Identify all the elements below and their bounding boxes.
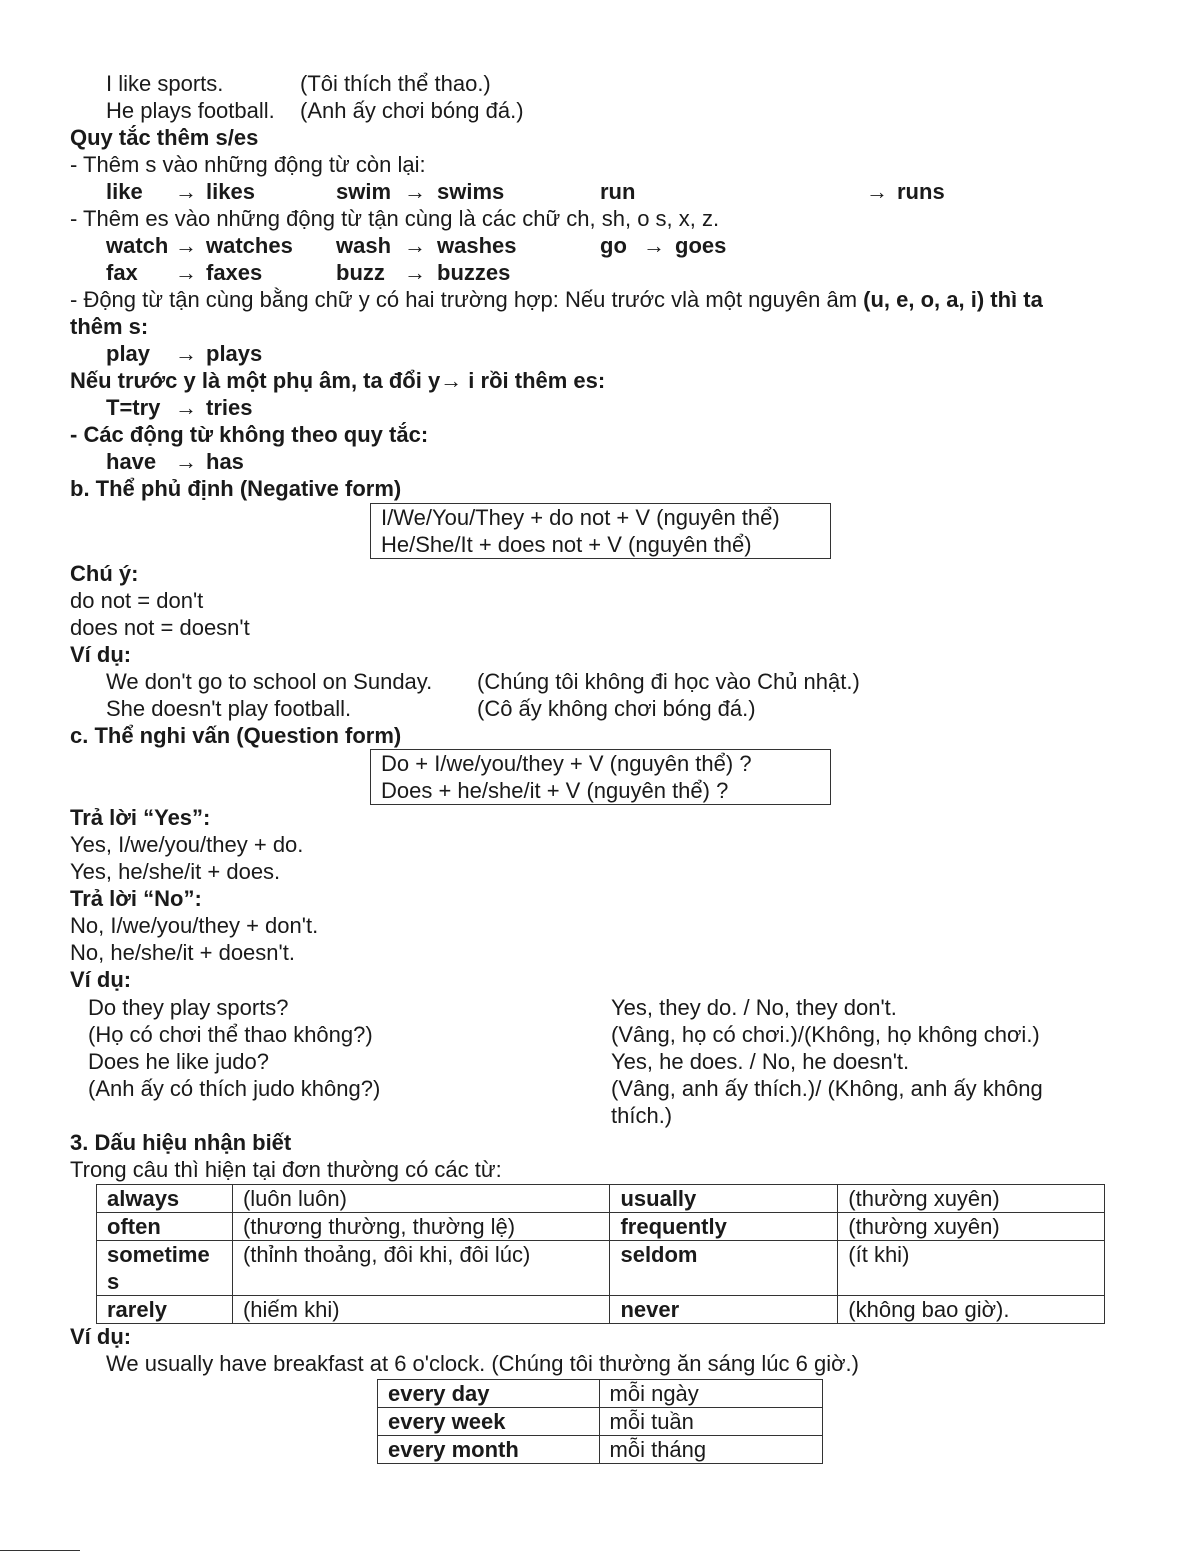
rule-text: - Thêm s vào những động từ còn lại: [70,152,426,177]
meaning-cell: (ít khi) [838,1241,1105,1296]
table-row [97,1296,1105,1324]
section-title: c. Thể nghi vấn (Question form) [70,723,402,748]
example-question: (Anh ấy có thích judo không?) [88,1076,381,1101]
arrow-icon: → [175,233,197,258]
verb-base: wash [336,233,392,258]
meaning-cell: mỗi ngày [599,1380,822,1408]
meaning-cell: (không bao giờ). [838,1296,1105,1324]
example-question: Do they play sports? [88,995,289,1020]
answer-line: No, I/we/you/they + don't. [70,913,319,938]
arrow-icon: → [175,395,197,420]
rule-text: - Các động từ không theo quy tắc: [70,422,429,447]
arrow-icon: → [175,449,197,474]
rules-title: Quy tắc thêm s/es [70,125,259,150]
section-title: b. Thể phủ định (Negative form) [70,476,402,501]
verb-form: washes [437,233,517,258]
rule-text-normal: - Động từ tận cùng bằng chữ y có hai trường hợp: Nếu trước vlà một nguyên âm [70,287,864,312]
arrow-icon: → [175,260,197,285]
answer-line: Yes, he/she/it + does. [70,859,281,884]
table-row [378,1436,823,1464]
meaning-cell: (luôn luôn) [232,1185,610,1213]
example-answer: (Vâng, anh ấy thích.)/ (Không, anh ấy không [611,1076,1043,1101]
example-vi: (Anh ấy chơi bóng đá.) [300,98,524,123]
rule-text: thêm s: [70,314,149,339]
verb-base: play [106,341,151,366]
rule-text [70,286,1043,313]
phrase-cell: every month [378,1436,600,1464]
example-vi: (Chúng tôi không đi học vào Chủ nhật.) [477,669,860,694]
verb-form: runs [897,179,945,204]
rule-text-bold: (u, e, o, a, i) thì ta [863,287,1043,312]
example-answer: Yes, they do. / No, they don't. [611,995,897,1020]
example-answer: (Vâng, họ có chơi.)/(Không, họ không chơi.) [611,1022,1040,1047]
meaning-cell: (thường xuyên) [838,1185,1105,1213]
verb-base: T=try [106,395,161,420]
example-sentence: We usually have breakfast at 6 o'clock. (Chúng tôi thường ăn sáng lúc 6 giờ.) [106,1351,859,1376]
answer-title: Trả lời “No”: [70,886,202,911]
verb-base: like [106,179,143,204]
verb-form: buzzes [437,260,511,285]
section-title: 3. Dấu hiệu nhận biết [70,1130,292,1155]
table-row [97,1185,1105,1213]
note-line: does not = doesn't [70,615,250,640]
adverb-cell: often [97,1213,233,1241]
formula-line: He/She/It + does not + V (nguyên thể) [381,532,752,557]
formula-box [370,503,831,559]
example-answer: thích.) [611,1103,673,1128]
footnote-divider [0,1550,80,1551]
example-answer: Yes, he does. / No, he doesn't. [611,1049,910,1074]
note-title: Chú ý: [70,561,139,586]
verb-base: run [600,179,636,204]
arrow-icon: → [866,179,888,204]
verb-base: buzz [336,260,385,285]
meaning-cell: mỗi tuần [599,1408,822,1436]
verb-base: go [600,233,627,258]
formula-line: I/We/You/They + do not + V (nguyên thể) [381,505,780,530]
table-row [97,1213,1105,1241]
verb-form: swims [437,179,505,204]
rule-text: - Thêm es vào những động từ tận cùng là các chữ ch, sh, o s, x, z. [70,206,720,231]
verb-form: tries [206,395,253,420]
verb-form: goes [675,233,727,258]
example-en: She doesn't play football. [106,696,352,721]
example-vi: (Cô ấy không chơi bóng đá.) [477,696,756,721]
table-row [378,1408,823,1436]
table-row [378,1380,823,1408]
table-row [97,1241,1105,1296]
meaning-cell: mỗi tháng [599,1436,822,1464]
example-en: He plays football. [106,98,275,123]
verb-base: fax [106,260,138,285]
arrow-icon: → [175,179,197,204]
example-title: Ví dụ: [70,967,132,992]
every-table [377,1379,823,1464]
example-vi: (Tôi thích thể thao.) [300,71,491,96]
meaning-cell: (thường xuyên) [838,1213,1105,1241]
phrase-cell: every day [378,1380,600,1408]
adverb-cell: always [97,1185,233,1213]
verb-form: watches [206,233,293,258]
example-question: Does he like judo? [88,1049,270,1074]
section-intro: Trong câu thì hiện tại đơn thường có các từ: [70,1157,502,1182]
adverb-cell: never [610,1296,838,1324]
example-title: Ví dụ: [70,1324,132,1349]
adverb-cell: usually [610,1185,838,1213]
adverb-cell: sometime s [97,1241,233,1296]
answer-line: Yes, I/we/you/they + do. [70,832,304,857]
adverb-cell: seldom [610,1241,838,1296]
verb-form: plays [206,341,263,366]
formula-line: Do + I/we/you/they + V (nguyên thể) ? [381,751,752,776]
arrow-icon: → [404,233,426,258]
arrow-icon: → [175,341,197,366]
answer-title: Trả lời “Yes”: [70,805,211,830]
meaning-cell: (hiếm khi) [232,1296,610,1324]
meaning-cell: (thương thường, thường lệ) [232,1213,610,1241]
adverb-cell: frequently [610,1213,838,1241]
adverb-table [96,1184,1105,1324]
answer-line: No, he/she/it + doesn't. [70,940,295,965]
rule-text: Nếu trước y là một phụ âm, ta đổi y→ i rồi thêm es: [70,368,606,393]
example-en: I like sports. [106,71,224,96]
verb-form: likes [206,179,255,204]
arrow-icon: → [404,179,426,204]
verb-form: faxes [206,260,263,285]
note-line: do not = don't [70,588,204,613]
verb-base: swim [336,179,392,204]
arrow-icon: → [404,260,426,285]
verb-form: has [206,449,244,474]
formula-line: Does + he/she/it + V (nguyên thể) ? [381,778,729,803]
example-title: Ví dụ: [70,642,132,667]
phrase-cell: every week [378,1408,600,1436]
example-en: We don't go to school on Sunday. [106,669,433,694]
arrow-icon: → [643,233,665,258]
verb-base: watch [106,233,169,258]
formula-box [370,749,831,805]
adverb-cell: rarely [97,1296,233,1324]
meaning-cell: (thỉnh thoảng, đôi khi, đôi lúc) [232,1241,610,1296]
example-question: (Họ có chơi thể thao không?) [88,1022,373,1047]
verb-base: have [106,449,157,474]
